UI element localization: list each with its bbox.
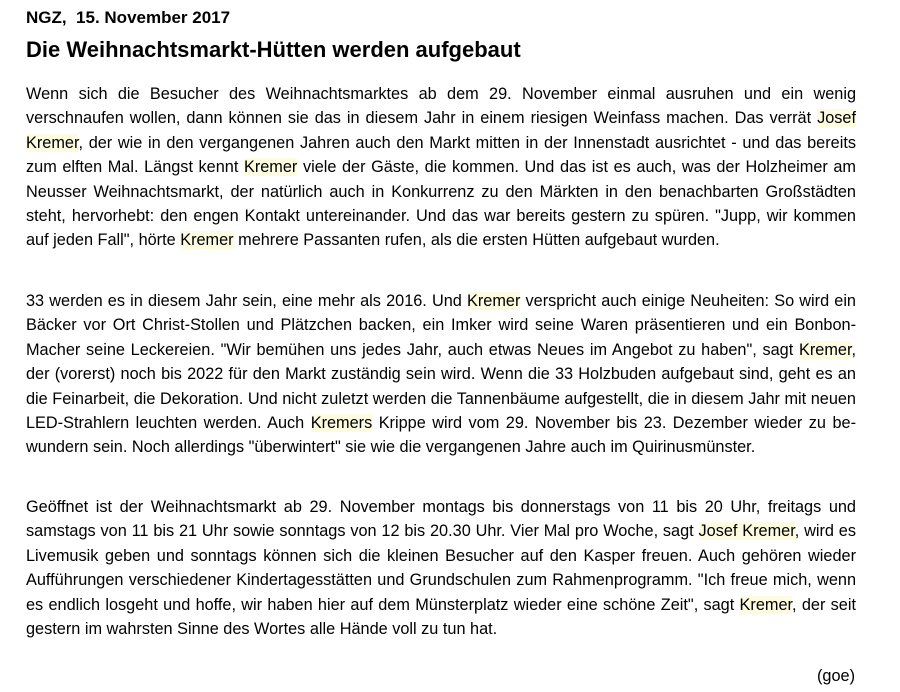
highlighted-name: Kremer — [739, 595, 793, 614]
text-run: 33 werden es in diesem Jahr sein, eine mehr als 2016. Und — [26, 292, 467, 310]
highlighted-name: Kremers — [310, 414, 373, 433]
text-run: , der wie in den vergangenen Jahren auch den Markt mitten in der Innenstadt ausrichtet - und das bereits zum elften Mal. Längst kennt — [26, 133, 856, 177]
paragraph-3 — [26, 495, 856, 641]
text-run: Geöffnet ist der Weihnachtsmarkt ab 29. November montags bis donnerstags von 11 bis 20 Uhr, freitags und samstags von 11 bis 21 Uhr sowie sonntags von 12 bis 20.30 Uhr. Vier Mal pro Woche, sagt — [26, 498, 856, 541]
dateline: NGZ, 15. November 2017 — [26, 8, 231, 27]
text-run: mehrere Passanten rufen, als die ersten Hütten aufgebaut wurden. — [233, 231, 720, 250]
text-run: , der (vorerst) noch bis 2022 für den Markt zuständig sein wird. Wenn die 33 Holzbuden aufgebaut sind, geht es an die Feinarbeit, die Dekoration. Und nicht zuletzt werden die Tannenbäume aufgestellt, die in diesem Jahr mit neuen LED-Strahlern leuchten werden. Auch — [26, 340, 856, 433]
text-run: Krippe wird vom 29. November bis 23. Dezember wieder zu bewundern sein. Noch allerdings "überwintert" sie wie die vergangenen Jahre auch im Quirinusmünster. — [26, 414, 856, 457]
highlighted-name: Kremer — [467, 292, 521, 310]
text-run: , der seit gestern im wahrsten Sinne des Wortes alle Hände voll zu tun hat. — [26, 595, 856, 639]
author-credit: (goe) — [816, 667, 855, 685]
text-run: , wird es Livemusik geben und sonntags können sich die kleinen Besucher auf den Kasper freuen. Auch gehören wieder Aufführungen verschiedener Kindertagesstätten und Grundschulen zum Rahmenprogramm. "Ich freue mich, wenn es endlich losgeht und hoffe, wir haben hier auf dem Münsterplatz wieder eine schöne Zeit", sagt — [26, 522, 856, 614]
text-run: Wenn sich die Besucher des Weihnachtsmarktes ab dem 29. November einmal ausruhen und ein wenig verschnaufen wollen, dann können sie das in diesem Jahr in einem riesigen Weinfass machen. Das verrät — [26, 85, 856, 128]
highlighted-name: Josef Kremer — [26, 109, 856, 152]
highlighted-name: Kremer — [180, 231, 234, 250]
highlighted-name: Kremer — [798, 340, 852, 359]
paragraph-2 — [26, 289, 856, 460]
highlighted-name: Kremer — [243, 158, 298, 177]
paragraph-1 — [26, 82, 856, 253]
text-run: verspricht auch einige Neuheiten: So wird ein Bäcker vor Ort Christ-Stollen und Plätzchen backen, ein Imker wird seine Waren präsentieren und ein Bonbon-Macher seine Leckereien. "Wir bemühen uns jedes Jahr, auch etwas Neues im Angebot zu haben", sagt — [26, 292, 856, 359]
text-run: viele der Gäste, die kommen. Und das ist es auch, was der Holzheimer am Neusser Weihnachtsmarkt, der natürlich auch in Konkurrenz zu den Märkten in den benachbarten Großstädten steht, hervorhebt: den engen Kontakt untereinander. Und das war bereits gestern zu spüren. "Jupp, wir kommen auf jeden Fall", hörte — [26, 158, 856, 250]
highlighted-name: Josef Kremer — [698, 522, 795, 541]
headline: Die Weihnachtsmarkt-Hütten werden aufgebaut — [26, 37, 521, 62]
